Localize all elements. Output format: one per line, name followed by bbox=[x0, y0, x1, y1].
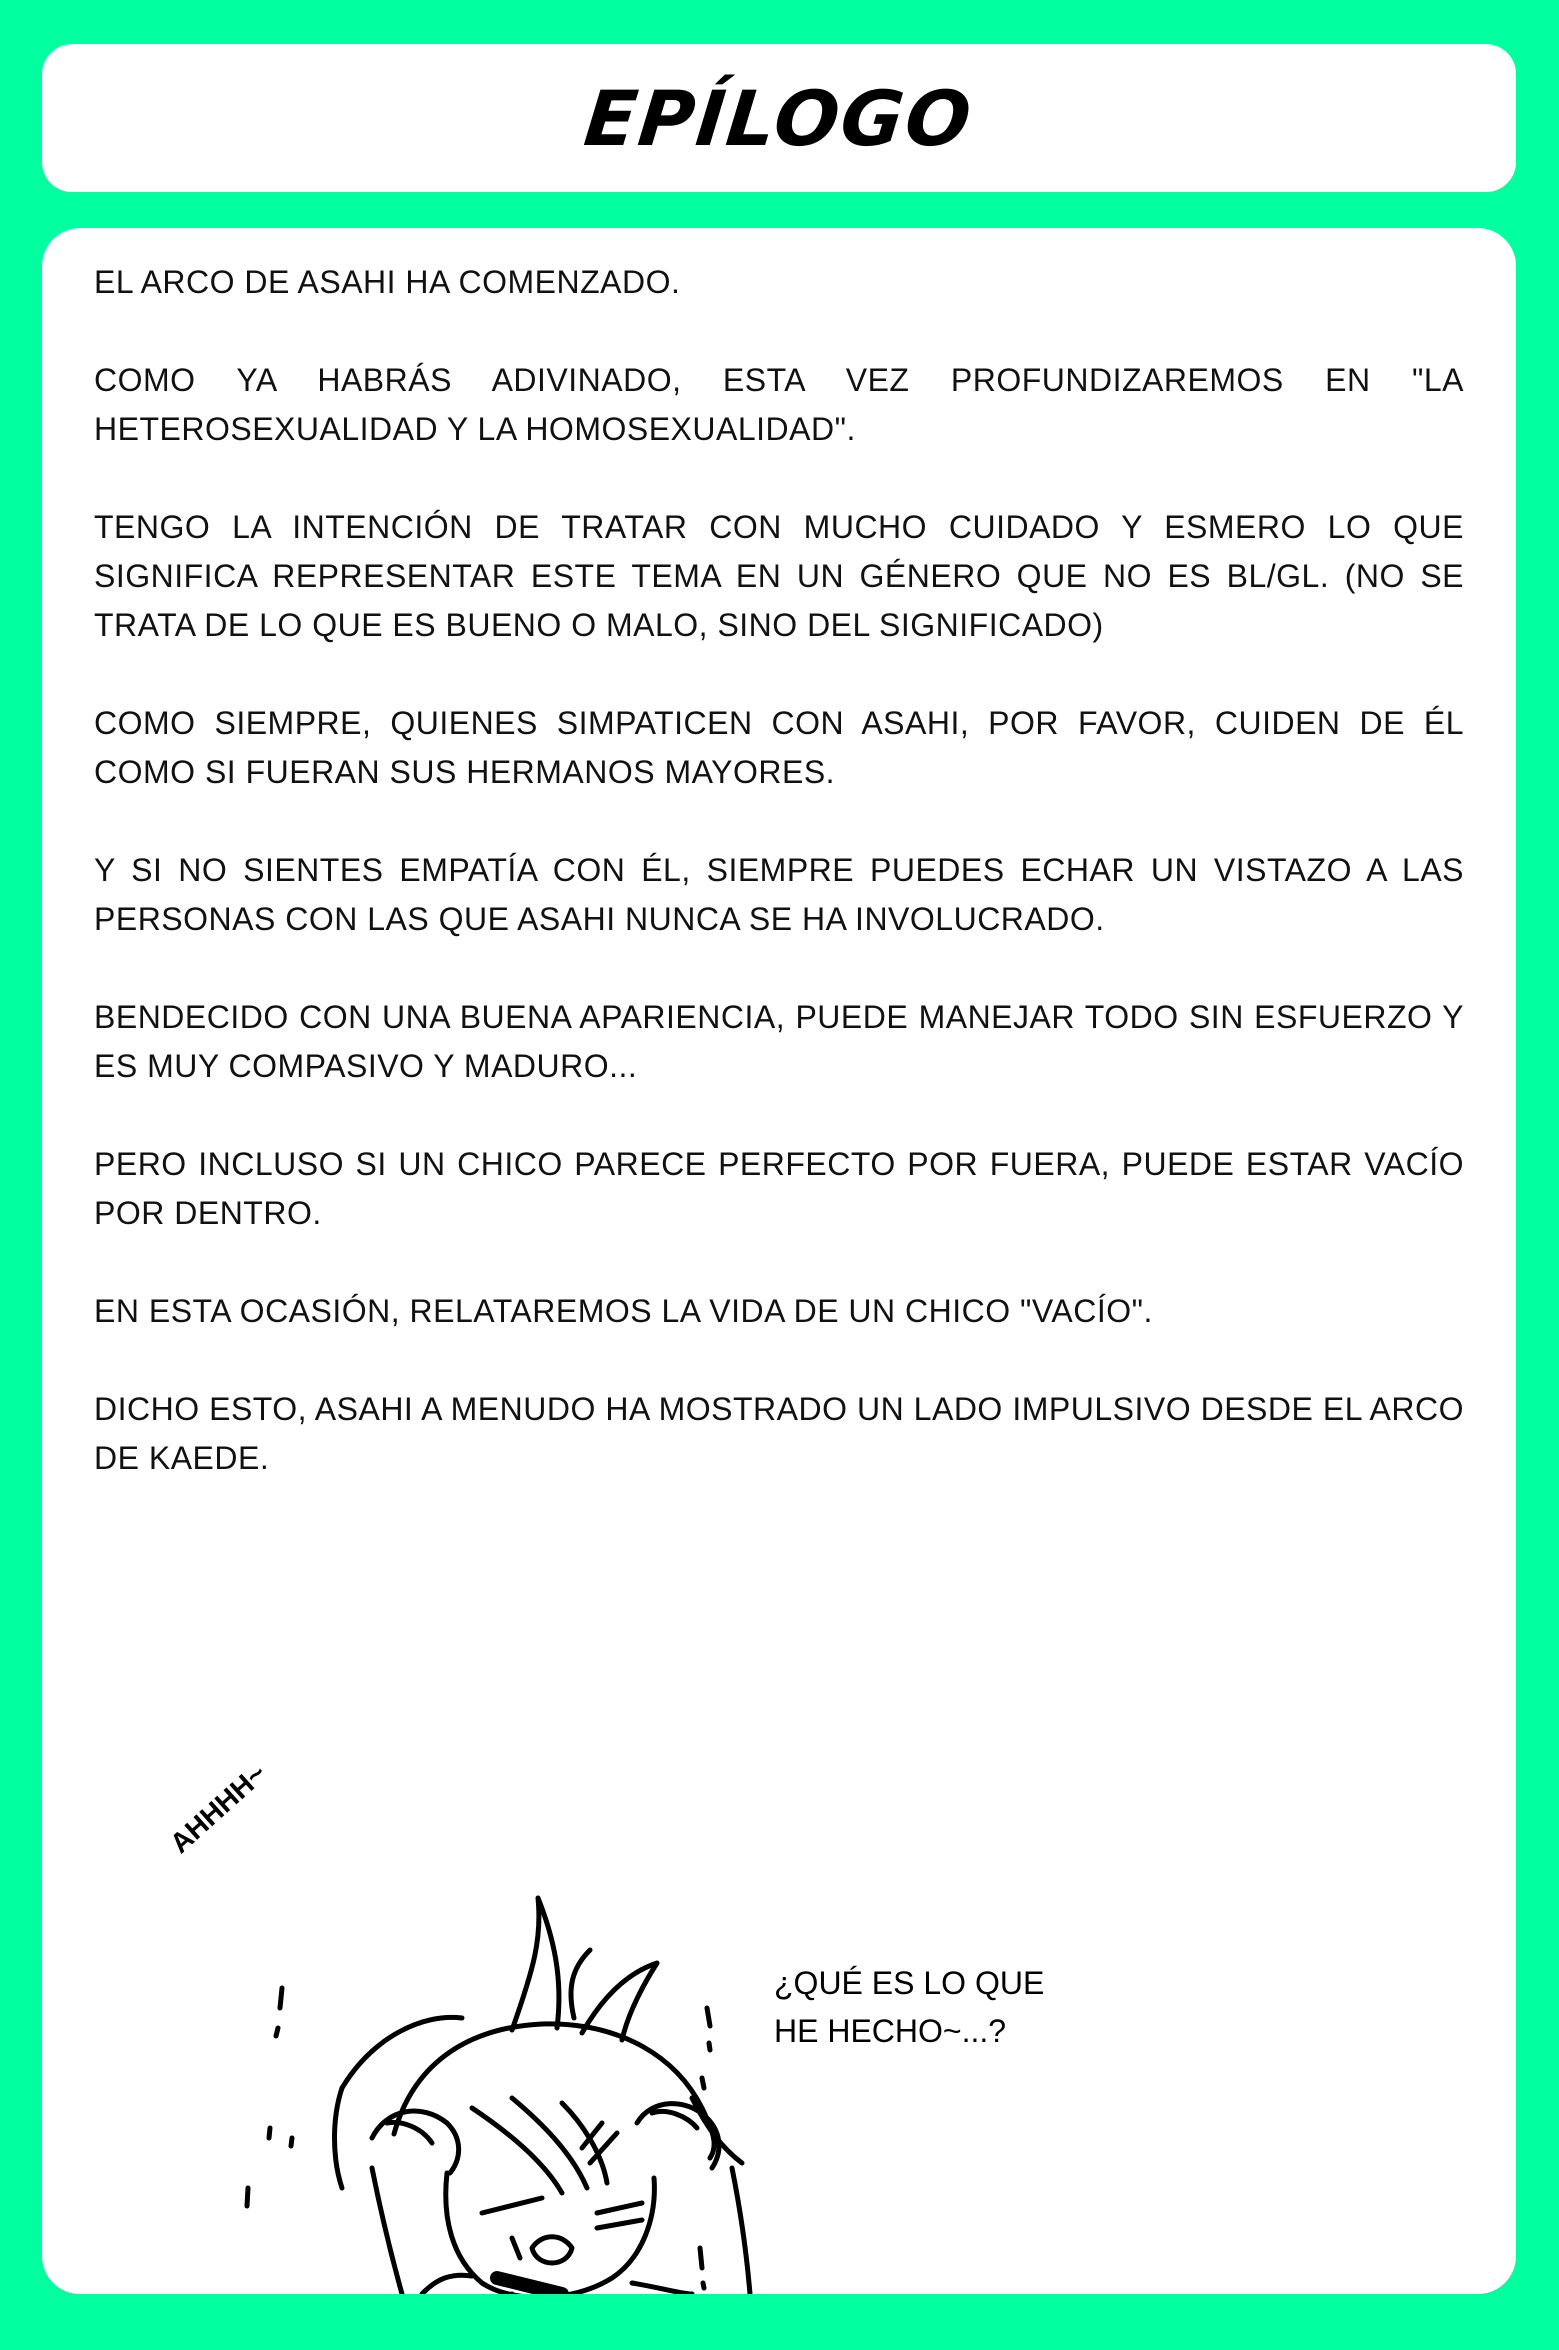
paragraph: TENGO LA INTENCIÓN DE TRATAR CON MUCHO CUIDADO Y ESMERO LO QUE SIGNIFICA REPRESENTAR ESTE TEMA EN UN GÉNERO QUE NO ES BL/GL. (NO SE TRATA DE LO QUE ES BUENO O MALO, SINO DEL SIGNIFICADO) bbox=[94, 509, 1464, 643]
paragraph: COMO SIEMPRE, QUIENES SIMPATICEN CON ASAHI, POR FAVOR, CUIDEN DE ÉL COMO SI FUERAN SUS HERMANOS MAYORES. bbox=[94, 705, 1464, 790]
title-card bbox=[42, 44, 1516, 192]
paragraph: EN ESTA OCASIÓN, RELATAREMOS LA VIDA DE UN CHICO "VACÍO". bbox=[94, 1293, 1153, 1329]
paragraph: COMO YA HABRÁS ADIVINADO, ESTA VEZ PROFUNDIZAREMOS EN "LA HETEROSEXUALIDAD Y LA HOMOSEXUALIDAD". bbox=[94, 362, 1464, 447]
paragraph: BENDECIDO CON UNA BUENA APARIENCIA, PUEDE MANEJAR TODO SIN ESFUERZO Y ES MUY COMPASIVO Y MADURO... bbox=[94, 999, 1464, 1084]
body-card bbox=[42, 228, 1516, 2294]
speech-line: HE HECHO~...? bbox=[774, 2013, 1007, 2049]
sound-effect: AHHHH~ bbox=[164, 1757, 273, 1860]
speech-text bbox=[774, 1959, 1044, 2055]
paragraph: EL ARCO DE ASAHI HA COMENZADO. bbox=[94, 264, 681, 300]
page-title: EPÍLOGO bbox=[580, 73, 978, 163]
paragraph: DICHO ESTO, ASAHI A MENUDO HA MOSTRADO UN LADO IMPULSIVO DESDE EL ARCO DE KAEDE. bbox=[94, 1391, 1464, 1476]
paragraph: PERO INCLUSO SI UN CHICO PARECE PERFECTO POR FUERA, PUEDE ESTAR VACÍO POR DENTRO. bbox=[94, 1146, 1464, 1231]
speech-line: ¿QUÉ ES LO QUE bbox=[774, 1965, 1045, 2001]
paragraph: Y SI NO SIENTES EMPATÍA CON ÉL, SIEMPRE PUEDES ECHAR UN VISTAZO A LAS PERSONAS CON LAS QUE ASAHI NUNCA SE HA INVOLUCRADO. bbox=[94, 852, 1464, 937]
